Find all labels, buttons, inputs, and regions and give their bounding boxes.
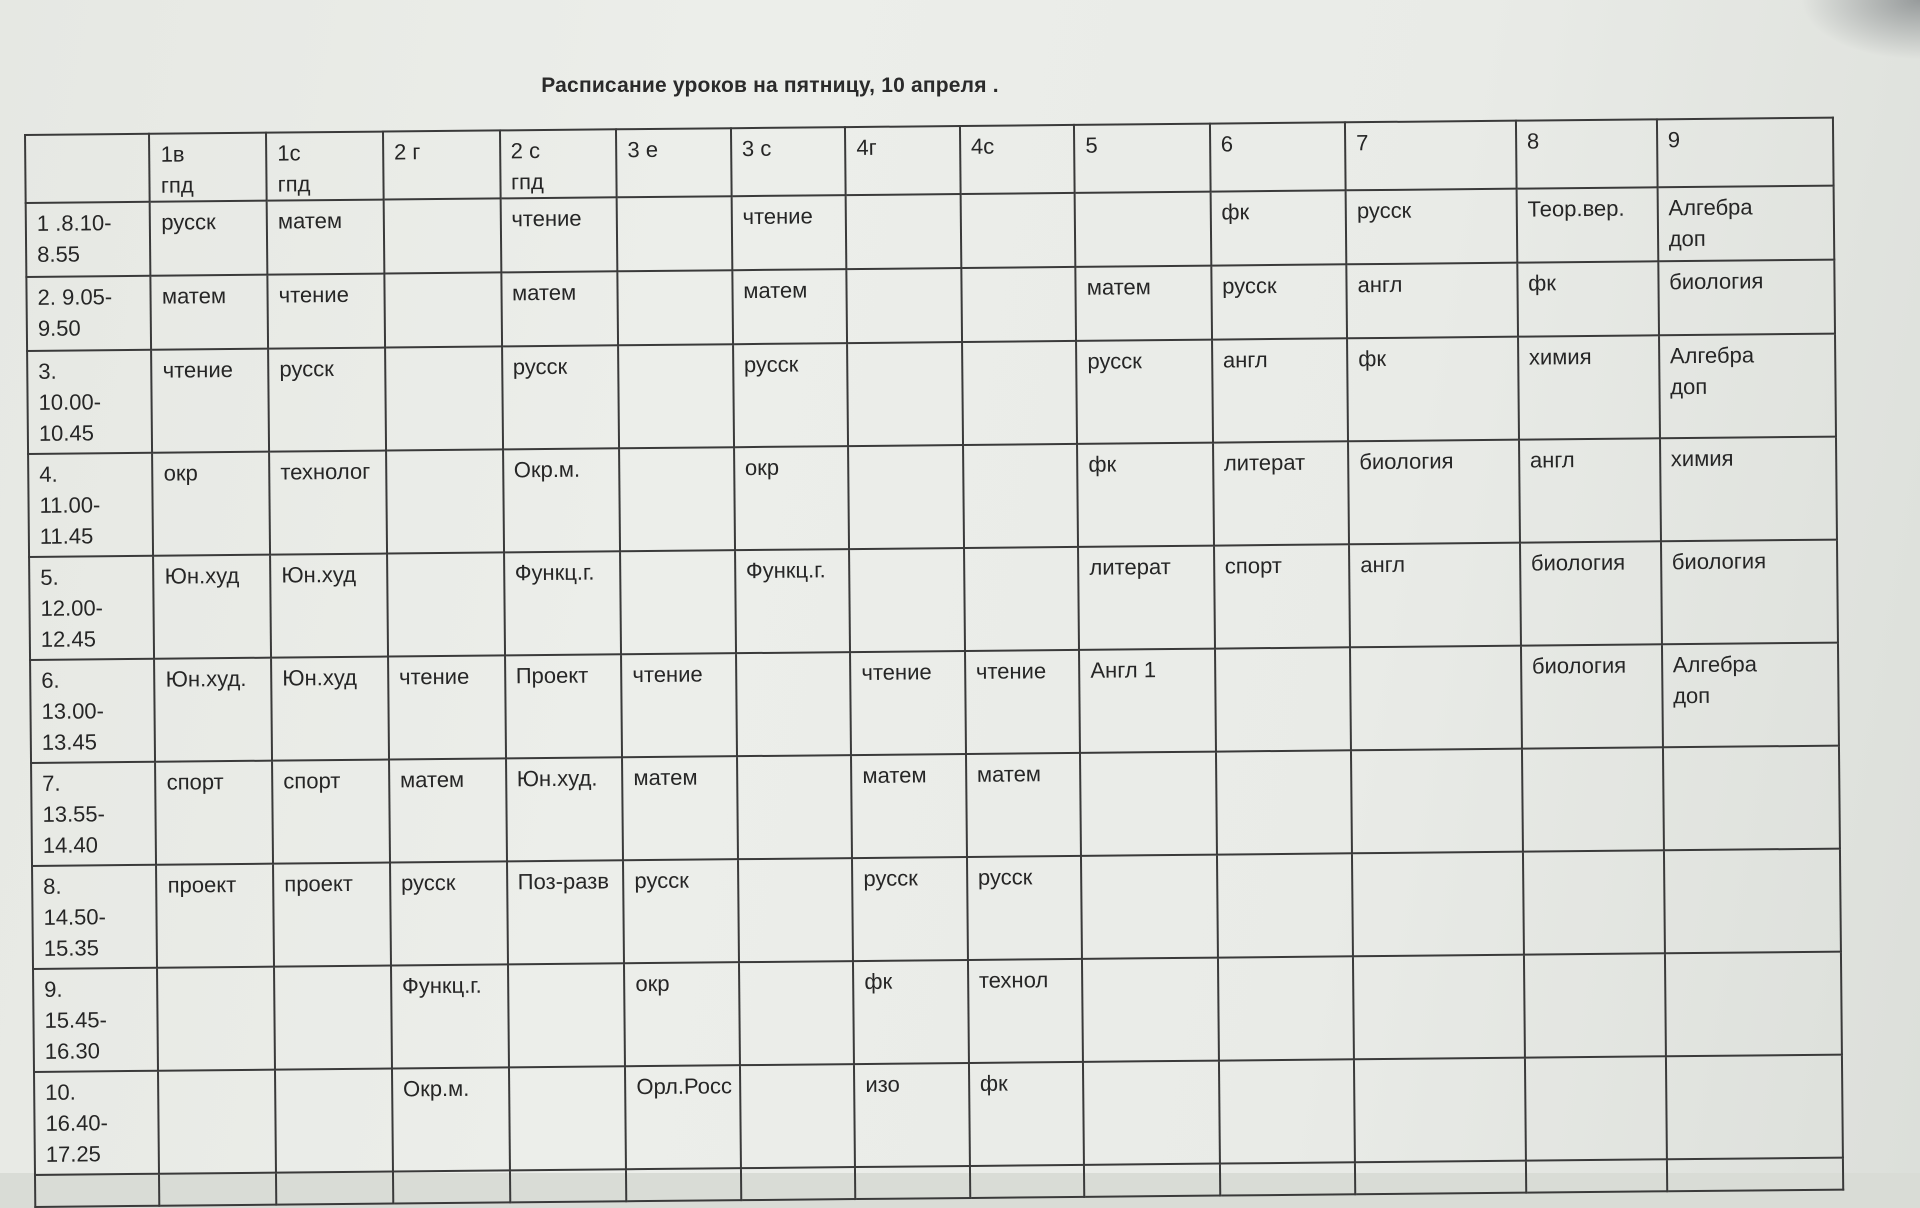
header-class-cell: 4с (960, 125, 1075, 194)
subject-cell: спорт (155, 761, 273, 865)
lesson-time-cell: 1 .8.10- 8.55 (26, 202, 151, 277)
lesson-time-cell: 9. 15.45- 16.30 (33, 968, 158, 1072)
subject-cell: Алгебра доп (1659, 334, 1836, 439)
subject-cell (384, 272, 501, 347)
schedule-sheet (24, 117, 1844, 1208)
header-corner-cell (25, 134, 150, 203)
subject-cell (1664, 849, 1841, 954)
subject-cell: окр (624, 962, 739, 1066)
subject-cell (1081, 855, 1217, 959)
subject-cell (508, 963, 626, 1067)
subject-cell: русск (150, 201, 267, 276)
subject-cell (1216, 750, 1352, 854)
subject-cell: матем (501, 271, 618, 346)
subject-cell: матем (851, 754, 966, 858)
subject-cell (736, 652, 851, 756)
subject-cell (1352, 852, 1524, 957)
subject-cell (1522, 747, 1664, 851)
subject-cell: русск (268, 348, 386, 452)
corner-shadow (1800, 0, 1920, 60)
subject-cell (1350, 646, 1522, 751)
subject-cell (620, 550, 735, 654)
empty-cell (626, 1168, 741, 1201)
subject-cell: матем (1076, 266, 1212, 341)
subject-cell: фк (1077, 443, 1213, 547)
subject-cell (847, 268, 962, 343)
lesson-time-cell: 4. 11.00- 11.45 (28, 453, 153, 557)
subject-cell: фк (1517, 261, 1659, 336)
subject-cell: биология (1348, 440, 1520, 545)
subject-cell (386, 449, 504, 553)
subject-cell (1219, 1059, 1355, 1163)
subject-cell: Юн.худ. (506, 757, 624, 861)
lesson-time-cell: 6. 13.00- 13.45 (30, 659, 155, 763)
subject-cell: фк (1347, 337, 1519, 442)
lesson-row (29, 540, 1838, 660)
subject-cell: матем (267, 200, 384, 275)
subject-cell (1525, 1056, 1667, 1160)
subject-cell (962, 341, 1077, 445)
subject-cell: чтение (965, 650, 1080, 754)
subject-cell: биология (1661, 540, 1838, 645)
subject-cell: биология (1658, 260, 1835, 336)
subject-cell (1353, 955, 1525, 1060)
subject-cell: Функц.г. (391, 964, 509, 1068)
lesson-row (28, 437, 1837, 557)
subject-cell (1082, 958, 1218, 1062)
subject-cell: Юн.худ (271, 657, 389, 761)
empty-cell (510, 1169, 627, 1202)
subject-cell (737, 755, 852, 859)
subject-cell (1663, 746, 1840, 851)
empty-cell (970, 1165, 1085, 1198)
subject-cell: фк (1210, 190, 1346, 265)
subject-cell (961, 267, 1076, 342)
subject-cell: Орл.Росс (625, 1065, 740, 1169)
subject-cell (1083, 1061, 1219, 1165)
subject-cell: чтение (850, 651, 965, 755)
subject-cell: русск (623, 859, 738, 963)
subject-cell: матем (389, 758, 507, 862)
subject-cell: Алгебра доп (1657, 186, 1834, 262)
subject-cell: проект (156, 864, 274, 968)
empty-cell (1220, 1162, 1356, 1195)
subject-cell (848, 445, 963, 549)
subject-cell: Юн.худ (153, 555, 271, 659)
subject-cell: чтение (731, 195, 846, 270)
subject-cell: русск (390, 861, 508, 965)
header-class-cell: 3 е (616, 128, 731, 197)
subject-cell (1215, 647, 1351, 751)
subject-cell: Алгебра доп (1662, 643, 1839, 748)
subject-cell: англ (1519, 438, 1661, 542)
header-class-cell: 1с гпд (266, 132, 383, 201)
subject-cell (158, 1070, 276, 1174)
subject-cell: русск (852, 857, 967, 961)
subject-cell (274, 966, 392, 1070)
subject-cell: англ (1349, 543, 1521, 648)
empty-cell (741, 1167, 856, 1200)
lesson-time-cell: 2. 9.05- 9.50 (26, 276, 151, 351)
subject-cell: русск (1211, 264, 1347, 339)
subject-cell: Поз-разв (507, 860, 625, 964)
subject-cell (1080, 752, 1216, 856)
subject-cell (1218, 956, 1354, 1060)
header-class-cell: 9 (1657, 118, 1834, 188)
subject-cell: матем (732, 269, 847, 344)
schedule-table (24, 117, 1844, 1208)
subject-cell (738, 858, 853, 962)
header-class-cell: 4г (845, 126, 960, 195)
empty-cell (1667, 1158, 1844, 1192)
header-class-cell: 3 с (731, 127, 846, 196)
subject-cell: чтение (500, 197, 617, 272)
empty-cell (159, 1173, 276, 1206)
subject-cell: биология (1521, 644, 1663, 748)
lesson-row (33, 952, 1842, 1072)
subject-cell (383, 198, 500, 273)
subject-cell: чтение (151, 349, 269, 453)
subject-cell: литерат (1213, 441, 1349, 545)
subject-cell (619, 447, 734, 551)
subject-cell: проект (273, 863, 391, 967)
empty-cell (855, 1166, 970, 1199)
subject-cell: химия (1660, 437, 1837, 542)
subject-cell: чтение (621, 653, 736, 757)
subject-cell (963, 444, 1078, 548)
subject-cell (1524, 953, 1666, 1057)
subject-cell: биология (1520, 541, 1662, 645)
subject-cell: Функц.г. (735, 549, 850, 653)
empty-cell (393, 1170, 510, 1203)
lesson-row (30, 643, 1839, 763)
lesson-time-cell: 3. 10.00- 10.45 (27, 350, 152, 454)
subject-cell (275, 1069, 393, 1173)
subject-cell (1351, 749, 1523, 854)
subject-cell: Теор.вер. (1516, 187, 1658, 262)
lesson-time-cell: 10. 16.40- 17.25 (34, 1071, 159, 1175)
header-class-cell: 7 (1345, 121, 1516, 191)
subject-cell: окр (152, 452, 270, 556)
subject-cell (1666, 1055, 1843, 1160)
subject-cell (385, 346, 503, 450)
subject-cell (617, 196, 732, 271)
lesson-row (27, 334, 1836, 454)
subject-cell: чтение (388, 655, 506, 759)
page-title: Расписание уроков на пятницу, 10 апреля . (541, 74, 999, 97)
subject-cell: фк (969, 1062, 1084, 1166)
subject-cell: технолог (269, 451, 387, 555)
subject-cell: окр (734, 446, 849, 550)
lesson-row (34, 1055, 1843, 1175)
lesson-row (32, 849, 1841, 969)
subject-cell: технол (968, 959, 1083, 1063)
subject-cell: Юн.худ. (154, 658, 272, 762)
subject-cell: русск (1346, 189, 1517, 265)
subject-cell: химия (1518, 335, 1660, 439)
subject-cell (618, 270, 733, 345)
subject-cell (1665, 952, 1842, 1057)
header-class-cell: 2 г (383, 130, 500, 199)
subject-cell: фк (853, 960, 968, 1064)
empty-cell (1526, 1159, 1667, 1192)
empty-cell (1355, 1161, 1526, 1195)
subject-cell: англ (1346, 263, 1517, 339)
lesson-time-cell: 5. 12.00- 12.45 (29, 556, 154, 660)
subject-cell: русск (502, 345, 620, 449)
subject-cell: Окр.м. (392, 1067, 510, 1171)
subject-cell (740, 1064, 855, 1168)
subject-cell: матем (966, 753, 1081, 857)
subject-cell: Окр.м. (503, 448, 621, 552)
subject-cell (964, 547, 1079, 651)
header-class-cell: 6 (1210, 122, 1346, 191)
subject-cell (1354, 1058, 1526, 1163)
lesson-time-cell: 7. 13.55- 14.40 (31, 762, 156, 866)
subject-cell: спорт (1214, 544, 1350, 648)
subject-cell: матем (151, 275, 268, 350)
subject-cell: русск (733, 343, 848, 447)
header-class-cell: 5 (1074, 124, 1210, 193)
header-class-cell: 1в гпд (149, 133, 266, 202)
header-class-cell: 8 (1516, 119, 1658, 188)
subject-cell: англ (1212, 338, 1348, 442)
subject-cell (1075, 192, 1211, 267)
header-class-cell: 2 с гпд (500, 129, 617, 198)
empty-cell (276, 1172, 393, 1205)
subject-cell: Юн.худ (270, 554, 388, 658)
subject-cell (847, 342, 962, 446)
lesson-row (31, 746, 1840, 866)
subject-cell (509, 1066, 627, 1170)
subject-cell (1523, 850, 1665, 954)
subject-cell (157, 967, 275, 1071)
empty-cell (35, 1174, 160, 1207)
subject-cell: литерат (1078, 546, 1214, 650)
subject-cell (1217, 853, 1353, 957)
subject-cell (618, 344, 733, 448)
subject-cell (846, 194, 961, 269)
subject-cell (739, 961, 854, 1065)
empty-cell (1084, 1164, 1220, 1197)
subject-cell: Проект (505, 654, 623, 758)
subject-cell (960, 193, 1075, 268)
subject-cell: изо (854, 1063, 969, 1167)
subject-cell (387, 552, 505, 656)
subject-cell: спорт (272, 760, 390, 864)
subject-cell: Англ 1 (1079, 649, 1215, 753)
subject-cell (849, 548, 964, 652)
subject-cell: русск (1076, 340, 1212, 444)
lesson-time-cell: 8. 14.50- 15.35 (32, 865, 157, 969)
subject-cell: чтение (267, 274, 384, 349)
subject-cell: русск (967, 856, 1082, 960)
subject-cell: матем (622, 756, 737, 860)
subject-cell: Функц.г. (504, 551, 622, 655)
